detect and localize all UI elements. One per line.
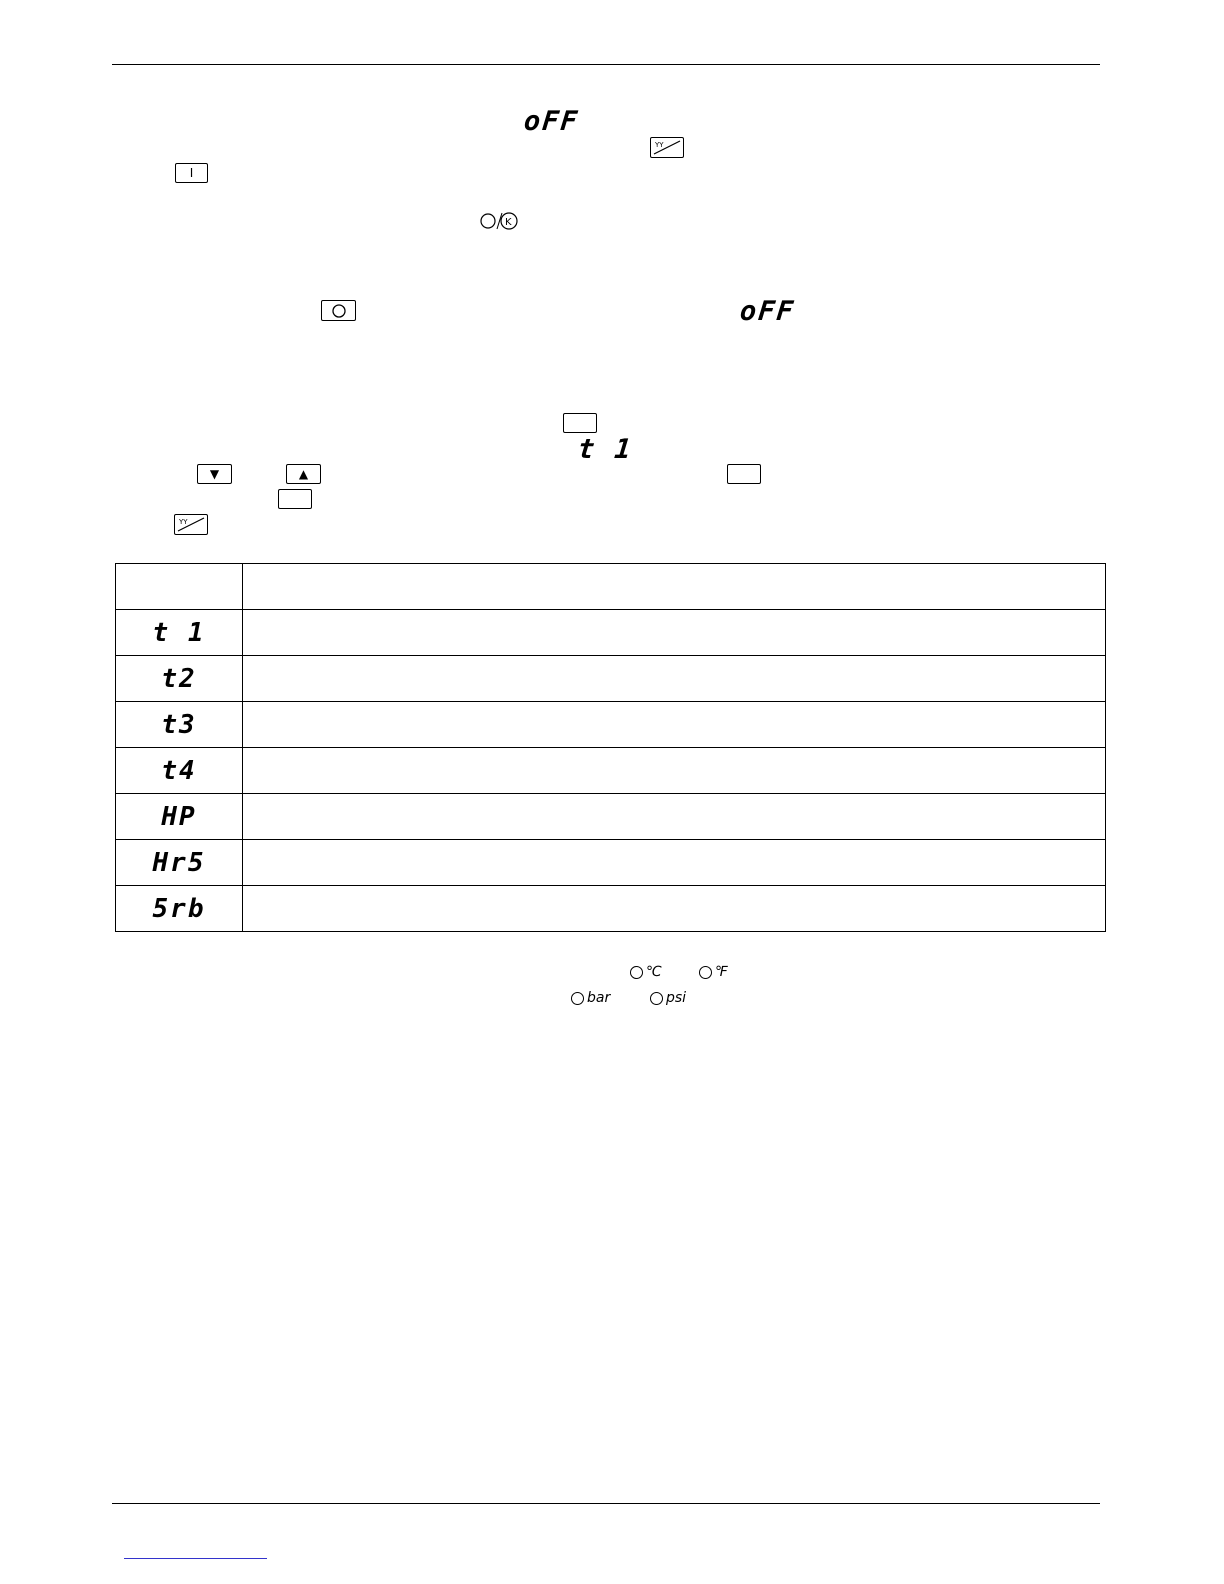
row-description xyxy=(243,886,1106,932)
unit-psi: psi xyxy=(650,990,686,1006)
row-code: t4 xyxy=(161,755,197,786)
unit-celsius: ℃ xyxy=(630,964,662,980)
on-key-icon: I xyxy=(175,163,208,183)
header-cell xyxy=(116,564,243,610)
header-rule xyxy=(112,64,1100,65)
unit-fahrenheit: ℉ xyxy=(699,964,728,980)
unit-bar: bar xyxy=(571,990,610,1006)
svg-text:YY: YY xyxy=(655,141,664,149)
row-code: Hr5 xyxy=(152,847,206,878)
off-key-icon xyxy=(321,300,356,321)
row-code: t2 xyxy=(161,663,197,694)
row-description xyxy=(243,702,1106,748)
table-row xyxy=(116,840,1106,886)
blank-key-icon xyxy=(563,413,597,433)
table-row xyxy=(116,886,1106,932)
table-row xyxy=(116,656,1106,702)
k-indicator-icon xyxy=(480,211,522,231)
table-row xyxy=(116,794,1106,840)
service-key-icon xyxy=(650,137,684,158)
blank-key-icon-3 xyxy=(278,489,312,509)
indicator-circle-icon xyxy=(571,992,584,1005)
row-description xyxy=(243,656,1106,702)
row-code: 5rb xyxy=(152,893,206,924)
row-code: t3 xyxy=(161,709,197,740)
table-row xyxy=(116,610,1106,656)
display-code-off: oFF xyxy=(522,106,581,137)
indicator-circle-icon xyxy=(630,966,643,979)
footer-link-underline[interactable] xyxy=(124,1558,267,1559)
indicator-circle-icon xyxy=(699,966,712,979)
svg-text:YY: YY xyxy=(179,518,188,526)
table-row xyxy=(116,748,1106,794)
table-header-row xyxy=(116,564,1106,610)
header-cell xyxy=(243,564,1106,610)
footer-rule xyxy=(112,1503,1100,1504)
service-key-icon-2 xyxy=(174,514,208,535)
up-arrow-key-icon: ▲ xyxy=(286,464,321,484)
row-description xyxy=(243,840,1106,886)
row-description xyxy=(243,610,1106,656)
row-code: HP xyxy=(161,801,197,832)
row-code: t 1 xyxy=(152,617,206,648)
svg-text:K: K xyxy=(505,217,512,228)
display-code-t1: t 1 xyxy=(576,434,635,465)
row-description xyxy=(243,748,1106,794)
row-description xyxy=(243,794,1106,840)
down-arrow-key-icon: ▼ xyxy=(197,464,232,484)
parameter-table xyxy=(115,563,1106,932)
blank-key-icon-2 xyxy=(727,464,761,484)
indicator-circle-icon xyxy=(650,992,663,1005)
display-code-off-2: oFF xyxy=(738,296,797,327)
table-row xyxy=(116,702,1106,748)
